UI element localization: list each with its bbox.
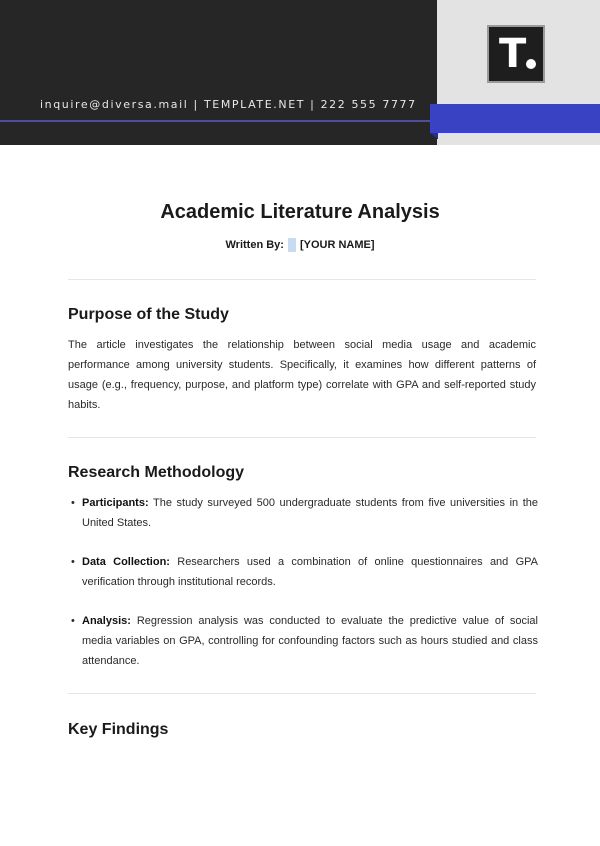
text-cursor-highlight bbox=[288, 238, 296, 252]
list-item-text: Regression analysis was conducted to evaluate the predictive value of social media variables on GPA, controlling for confounding factors such as hours studied and class attendance. bbox=[82, 615, 538, 667]
header-dark-panel bbox=[0, 0, 437, 145]
section-divider bbox=[68, 693, 536, 694]
logo-dot bbox=[526, 59, 536, 69]
section-divider bbox=[68, 437, 536, 438]
bullet-icon: • bbox=[71, 556, 75, 568]
section-heading-findings: Key Findings bbox=[68, 721, 169, 738]
section-heading-purpose: Purpose of the Study bbox=[68, 306, 229, 323]
logo-icon bbox=[487, 25, 545, 83]
bullet-icon: • bbox=[71, 615, 75, 627]
list-item-text: Researchers used a combination of online questionnaires and GPA verification through institutional records. bbox=[82, 556, 538, 588]
list-item bbox=[68, 552, 538, 592]
section-heading-methodology: Research Methodology bbox=[68, 464, 245, 481]
list-item-label: Participants: bbox=[82, 497, 149, 509]
logo-letter: T bbox=[499, 31, 527, 77]
document-title: Academic Literature Analysis bbox=[160, 201, 440, 223]
list-item bbox=[68, 493, 538, 533]
header-accent-line bbox=[0, 120, 432, 122]
header-accent-band bbox=[430, 104, 600, 133]
byline-value[interactable]: [YOUR NAME] bbox=[299, 238, 375, 251]
header-accent-notch bbox=[430, 133, 438, 139]
list-item bbox=[68, 611, 538, 671]
byline-label: Written By: bbox=[225, 238, 284, 251]
list-item-text: The study surveyed 500 undergraduate students from five universities in the United States. bbox=[82, 497, 539, 529]
bullet-icon: • bbox=[71, 497, 75, 509]
byline bbox=[0, 238, 600, 252]
contact-line: inquire@diversa.mail | TEMPLATE.NET | 222 555 7777 bbox=[40, 98, 417, 111]
list-item-label: Data Collection: bbox=[82, 556, 170, 568]
list-item-label: Analysis: bbox=[82, 615, 131, 627]
section-divider bbox=[68, 279, 536, 280]
section-body-purpose: The article investigates the relationship between social media usage and academic performance among university students. Specifically, it examines how different patterns of usage (e.g., frequency, purpose, and platform type) correlate with GPA and self-reported study habits. bbox=[68, 339, 536, 411]
